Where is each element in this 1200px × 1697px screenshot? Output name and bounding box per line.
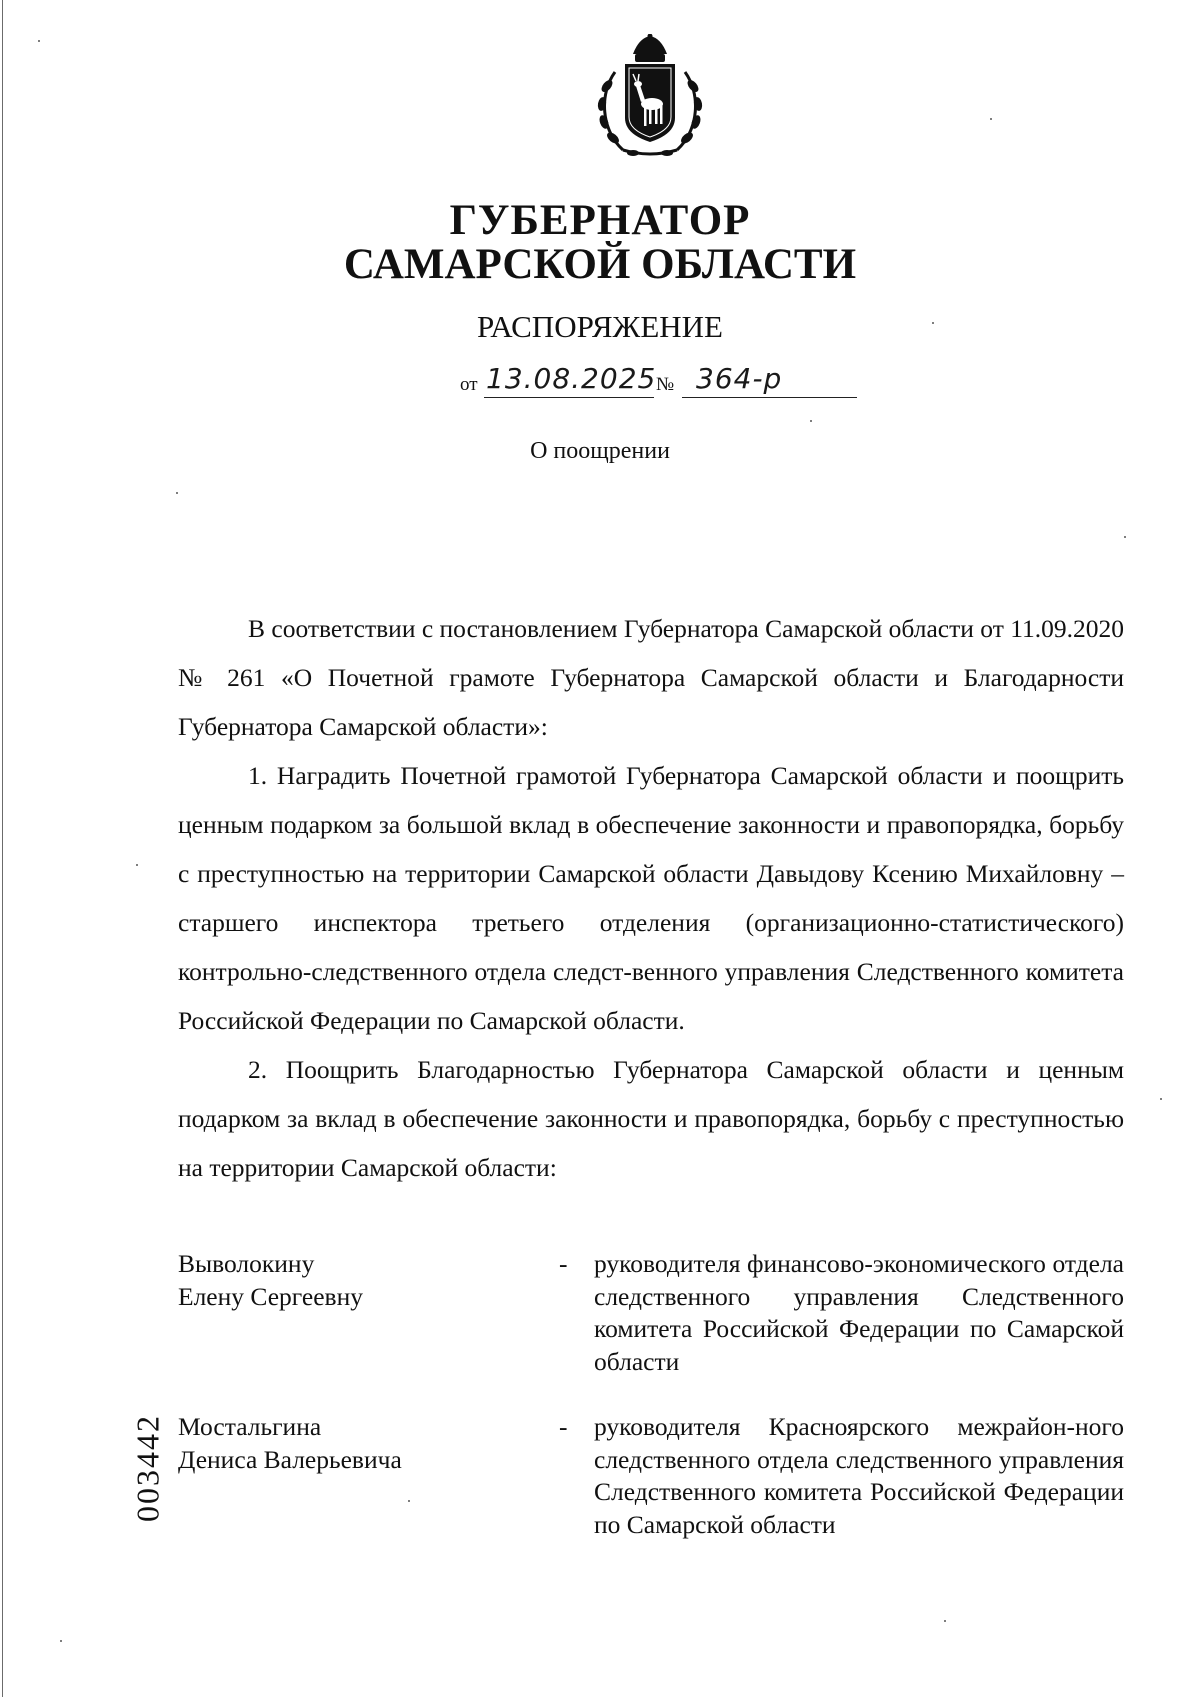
awardee-name bbox=[178, 1248, 538, 1313]
scan-speck bbox=[136, 864, 138, 866]
side-serial-number: 003442 bbox=[129, 1414, 166, 1522]
document-subject: О поощрении bbox=[530, 438, 670, 464]
coat-of-arms-icon bbox=[589, 34, 711, 160]
awardee-surname: Выволокину bbox=[178, 1249, 315, 1278]
item-2-paragraph: 2. Поощрить Благодарностью Губернатора Самарской области и ценным подарком за вклад в обеспечение законности и правопорядка, борьбу с преступностью на территории Самарской области: bbox=[178, 1055, 1124, 1182]
scan-speck bbox=[1160, 1098, 1162, 1100]
date-number-line bbox=[460, 362, 860, 402]
awardee-given-names: Дениса Валерьевича bbox=[178, 1444, 402, 1474]
awardee-given-names: Елену Сергеевну bbox=[178, 1281, 363, 1311]
awardee-dash: - bbox=[559, 1249, 568, 1278]
issuer-title-line2: САМАРСКОЙ ОБЛАСТИ bbox=[343, 241, 857, 288]
scan-speck bbox=[176, 492, 178, 494]
scan-speck bbox=[38, 40, 40, 42]
awardee-surname: Мостальгина bbox=[178, 1412, 322, 1441]
document-number: 364-р bbox=[696, 362, 783, 395]
scan-speck bbox=[1124, 536, 1126, 538]
scan-speck bbox=[810, 420, 812, 422]
document-type: РАСПОРЯЖЕНИЕ bbox=[477, 309, 723, 344]
scan-speck bbox=[408, 1500, 410, 1502]
preamble-paragraph: В соответствии с постановлением Губернатора Самарской области от 11.09.2020 № 261 «О Почетной грамоте Губернатора Самарской области и Благодарности Губернатора Самарской области»: bbox=[178, 614, 1125, 741]
scan-speck bbox=[944, 1620, 946, 1622]
scan-speck bbox=[990, 118, 992, 120]
scan-speck bbox=[932, 322, 934, 324]
document-date: 13.08.2025 bbox=[486, 362, 657, 395]
issuer-title-line1: ГУБЕРНАТОР bbox=[449, 197, 751, 244]
awardee-name bbox=[178, 1411, 538, 1476]
item-1-paragraph: 1. Наградить Почетной грамотой Губернатора Самарской области и поощрить ценным подарком за большой вклад в обеспечение законности и правопорядка, борьбу с преступностью на территории Самарской области Давыдову Ксению Михайловну – старшего инспектора третьего отделения (организационно-статистического) контрольно-следственного отдела следст-венного управления Следственного комитета Российской Федерации по Самарской области. bbox=[178, 761, 1124, 1035]
document-body bbox=[178, 604, 1124, 1192]
awardee-dash: - bbox=[559, 1412, 568, 1441]
awardee-role: руководителя Красноярского межрайон-ного следственного отдела следственного управления Следственного комитета Российской Федерации по Самарской области bbox=[594, 1412, 1124, 1539]
date-prefix: от bbox=[460, 374, 478, 395]
number-prefix: № bbox=[656, 374, 675, 395]
awardee-role: руководителя финансово-экономического отдела следственного управления Следственного комитета Российской Федерации по Самарской области bbox=[594, 1249, 1124, 1376]
scan-speck bbox=[60, 1640, 62, 1642]
